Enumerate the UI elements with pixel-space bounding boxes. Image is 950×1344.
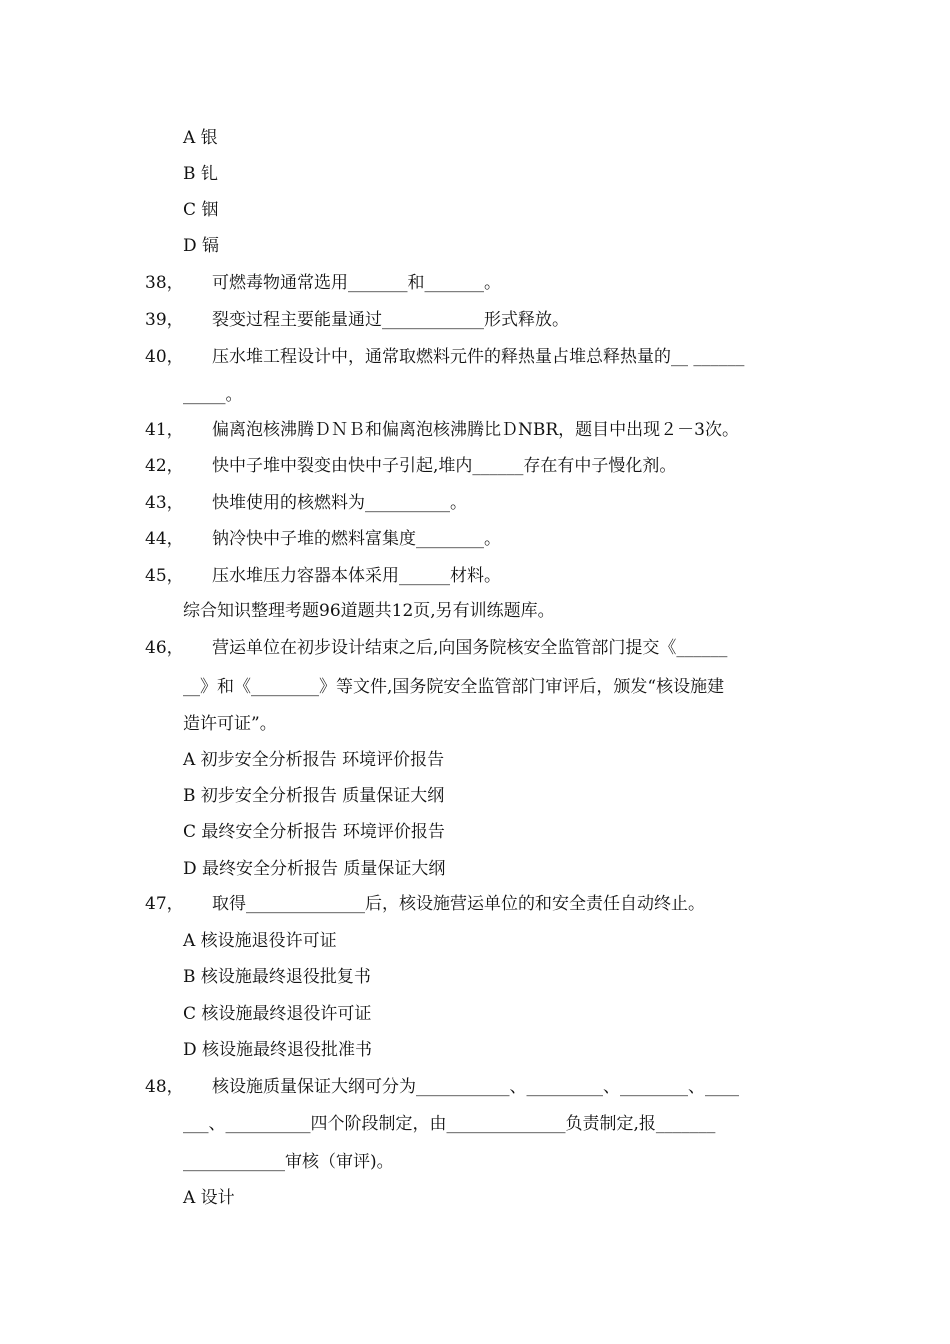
question-text: 压水堆压力容器本体采用______材料。 [212,566,501,586]
question-46-continued-2: 造许可证”。 [183,714,277,734]
question-48 [0,1073,950,1101]
question-46-continued-1: __》和《________》等文件,国务院安全监管部门审评后，颁发“核设施建 [183,677,725,697]
q37-option-a: A 银 [183,128,218,148]
q47-option-a: A 核设施退役许可证 [183,931,337,951]
q46-option-a: A 初步安全分析报告 环境评价报告 [183,750,445,770]
question-number: 45， [145,566,184,586]
question-48-continued-2: ____________审核（审评)。 [183,1152,394,1172]
question-number: 48， [145,1077,184,1097]
question-46 [0,634,950,662]
q46-option-d: D 最终安全分析报告 质量保证大纲 [183,859,446,879]
question-number: 40， [145,347,184,367]
question-number: 39， [145,310,184,330]
q46-option-b: B 初步安全分析报告 质量保证大纲 [183,786,445,806]
question-41 [0,416,950,444]
question-38 [0,269,950,297]
q46-option-c: C 最终安全分析报告 环境评价报告 [183,822,445,842]
question-text: 快中子堆中裂变由快中子引起,堆内______存在有中子慢化剂。 [212,456,677,476]
question-text: 可燃毒物通常选用_______和_______。 [212,273,501,293]
q47-option-c: C 核设施最终退役许可证 [183,1004,372,1024]
q48-option-a: A 设计 [183,1188,235,1208]
question-number: 38， [145,273,184,293]
q47-option-b: B 核设施最终退役批复书 [183,967,371,987]
q37-option-d: D 镉 [183,236,220,256]
q37-option-b: B 钆 [183,164,218,184]
question-text: 偏离泡核沸腾ＤＮＢ和偏离泡核沸腾比ＤNBR，题目中出现２－3次。 [212,420,739,440]
question-text: 钠冷快中子堆的燃料富集度________。 [212,529,501,549]
question-40-continued: _____。 [183,385,243,405]
compilation-note: 综合知识整理考题96道题共12页,另有训练题库。 [183,601,555,621]
question-number: 43， [145,493,184,513]
question-text: 取得______________后，核设施营运单位的和安全责任自动终止。 [212,894,705,914]
question-text: 营运单位在初步设计结束之后,向国务院核安全监管部门提交《______ [212,638,728,658]
q37-option-c: C 铟 [183,200,219,220]
question-text: 压水堆工程设计中，通常取燃料元件的释热量占堆总释热量的__ ______ [212,347,745,367]
question-43 [0,489,950,517]
question-text: 核设施质量保证大纲可分为___________、_________、________、____ [212,1077,739,1097]
question-42 [0,452,950,480]
question-48-continued-1: ___、__________四个阶段制定，由______________负责制定,报_______ [183,1114,716,1134]
question-number: 44， [145,529,184,549]
question-39 [0,306,950,334]
question-number: 47， [145,894,184,914]
question-40 [0,343,950,371]
question-text: 快堆使用的核燃料为__________。 [212,493,467,513]
question-text: 裂变过程主要能量通过____________形式释放。 [212,310,569,330]
question-number: 41， [145,420,184,440]
question-45 [0,562,950,590]
question-44 [0,525,950,553]
q47-option-d: D 核设施最终退役批准书 [183,1040,373,1060]
question-47 [0,890,950,918]
question-number: 42， [145,456,184,476]
question-number: 46， [145,638,184,658]
